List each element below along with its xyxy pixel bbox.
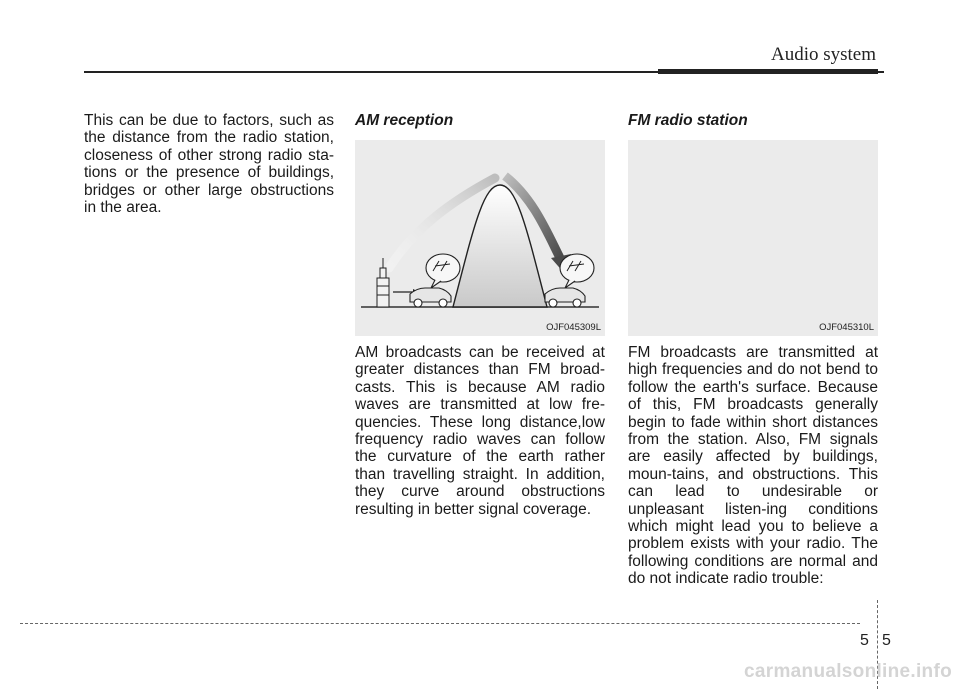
fm-station-figure: [628, 140, 878, 336]
footer-dashed-rule: [20, 623, 860, 624]
fm-figure-code: OJF045310L: [819, 322, 874, 333]
am-figure-code: OJF045309L: [546, 322, 601, 333]
am-reception-illustration: [355, 140, 605, 336]
fm-heading: FM radio station: [628, 112, 748, 129]
header-rule-accent: [658, 69, 878, 74]
section-title: Audio system: [770, 44, 876, 65]
am-body: [355, 344, 605, 518]
page-number: 5: [882, 632, 891, 649]
chapter-number: 5: [860, 632, 869, 649]
am-reception-figure: [355, 140, 605, 336]
fm-column: [628, 112, 878, 129]
intro-paragraph: This can be due to factors, such as the distance from the radio station, closeness of other strong radio sta-tions or the presence of buildings, bridges or other large obstructions in the area.: [84, 112, 334, 217]
am-heading: AM reception: [355, 112, 454, 129]
am-column: [355, 112, 605, 129]
site-watermark: carmanualsonline.info: [744, 661, 952, 682]
fm-body-paragraph: FM broadcasts are transmitted at high frequencies and do not bend to follow the earth's surface. Because of this, FM broadcasts generally begin to fade within short distances from the station. Also, FM signals are easily affected by buildings, moun-tains, and obstructions. This can lead to undesirable or unpleasant listen-ing conditions which might lead you to believe a problem exists with your radio. The following conditions are normal and do not indicate radio trouble:: [628, 344, 878, 588]
intro-column: [84, 112, 334, 216]
fm-body: [628, 344, 878, 588]
am-body-paragraph: AM broadcasts can be received at greater distances than FM broad-casts. This is because AM radio waves are transmitted at low fre-quencies. These long distance,low frequency radio waves can follow the curvature of the earth rather than travelling straight. In addition, they curve around obstructions resulting in better signal coverage.: [355, 344, 605, 518]
